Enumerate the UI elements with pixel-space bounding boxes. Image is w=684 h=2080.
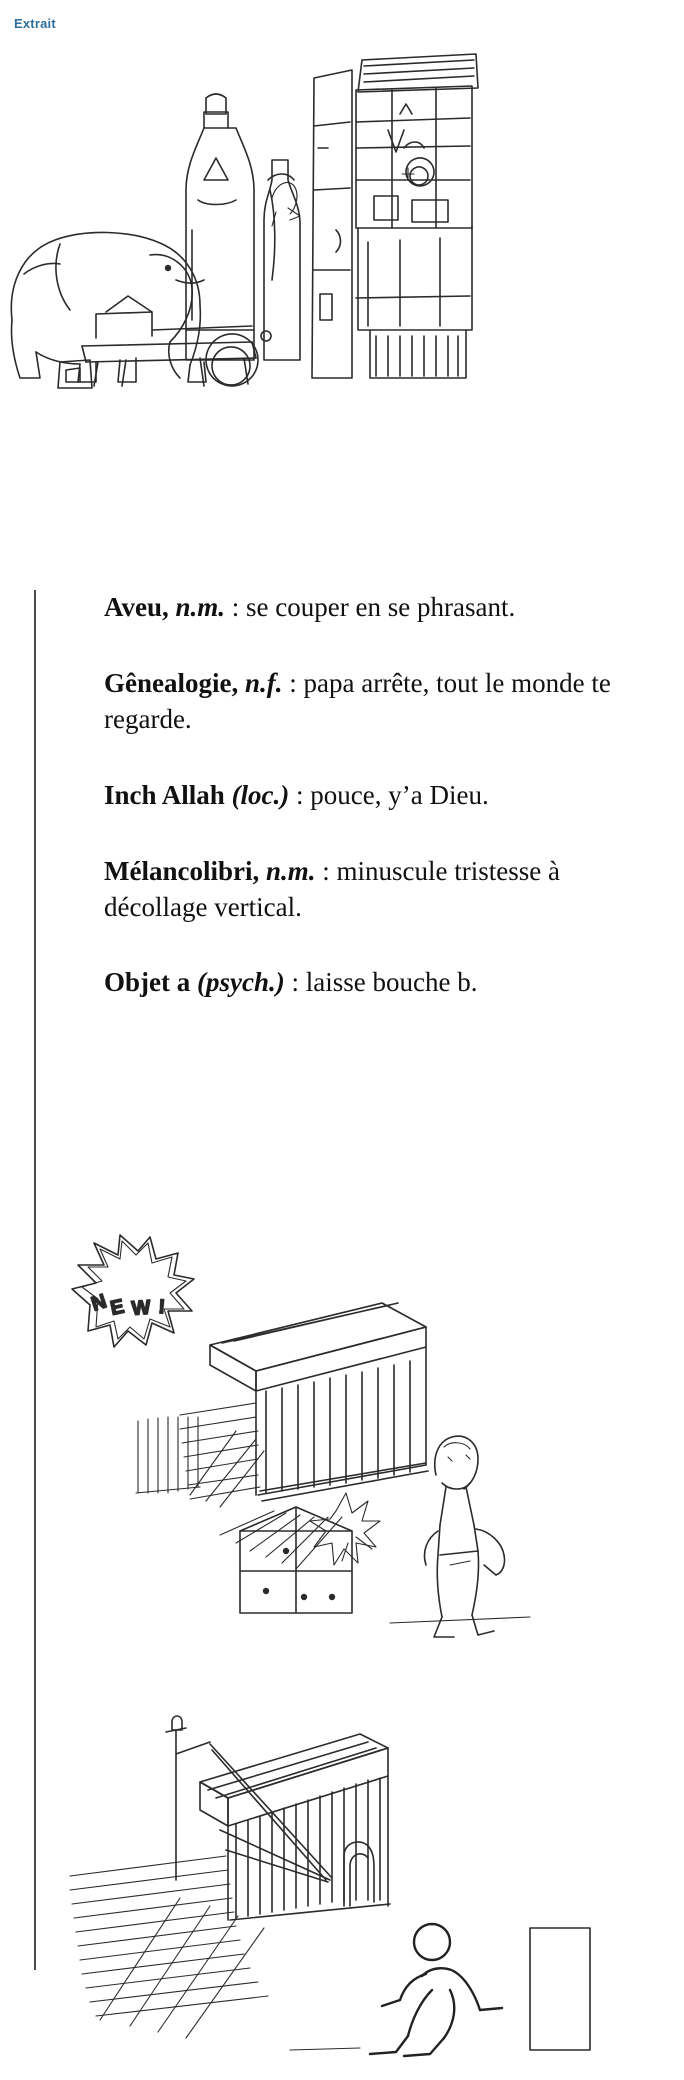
definition-entry — [104, 590, 654, 626]
definition-term: Mélancolibri, — [104, 855, 260, 886]
definition-entry — [104, 666, 654, 738]
definition-term: Objet a — [104, 967, 191, 998]
definition-gloss: se couper en se phrasant. — [246, 592, 516, 622]
definition-gloss: papa arrête, tout le monde te regarde. — [104, 667, 611, 734]
definition-pos: n.f. — [244, 667, 283, 698]
svg-text:!: ! — [157, 1296, 166, 1319]
definition-separator: : — [284, 967, 306, 998]
definition-separator: : — [282, 667, 304, 698]
bottom-illustration — [60, 1690, 660, 2070]
extrait-label: Extrait — [14, 16, 56, 31]
definition-separator: : — [289, 779, 311, 810]
svg-text:N: N — [88, 1290, 110, 1316]
definition-entry — [104, 965, 654, 1001]
definition-pos: (loc.) — [231, 779, 290, 810]
definitions-block — [34, 590, 654, 1001]
definition-gloss: minuscule tristesse à décollage vertical. — [104, 855, 560, 922]
svg-text:E: E — [108, 1295, 127, 1320]
definition-pos: n.m. — [265, 855, 316, 886]
middle-illustration — [60, 1225, 660, 1645]
definition-term: Inch Allah — [104, 779, 225, 810]
definition-entry — [104, 854, 654, 926]
definition-entry — [104, 778, 654, 814]
definition-term: Aveu, — [104, 592, 169, 622]
svg-text:W: W — [130, 1296, 152, 1320]
definitions-list — [34, 590, 654, 1001]
definition-pos: n.m. — [175, 592, 226, 622]
definition-separator: : — [315, 855, 337, 886]
definition-separator: : — [225, 592, 247, 622]
vertical-rule — [34, 590, 36, 1970]
definition-term: Gênealogie, — [104, 667, 239, 698]
top-illustration — [0, 30, 684, 400]
definition-gloss: laisse bouche b. — [305, 967, 478, 998]
definition-gloss: pouce, y’a Dieu. — [310, 779, 489, 810]
definition-pos: (psych.) — [196, 967, 285, 998]
